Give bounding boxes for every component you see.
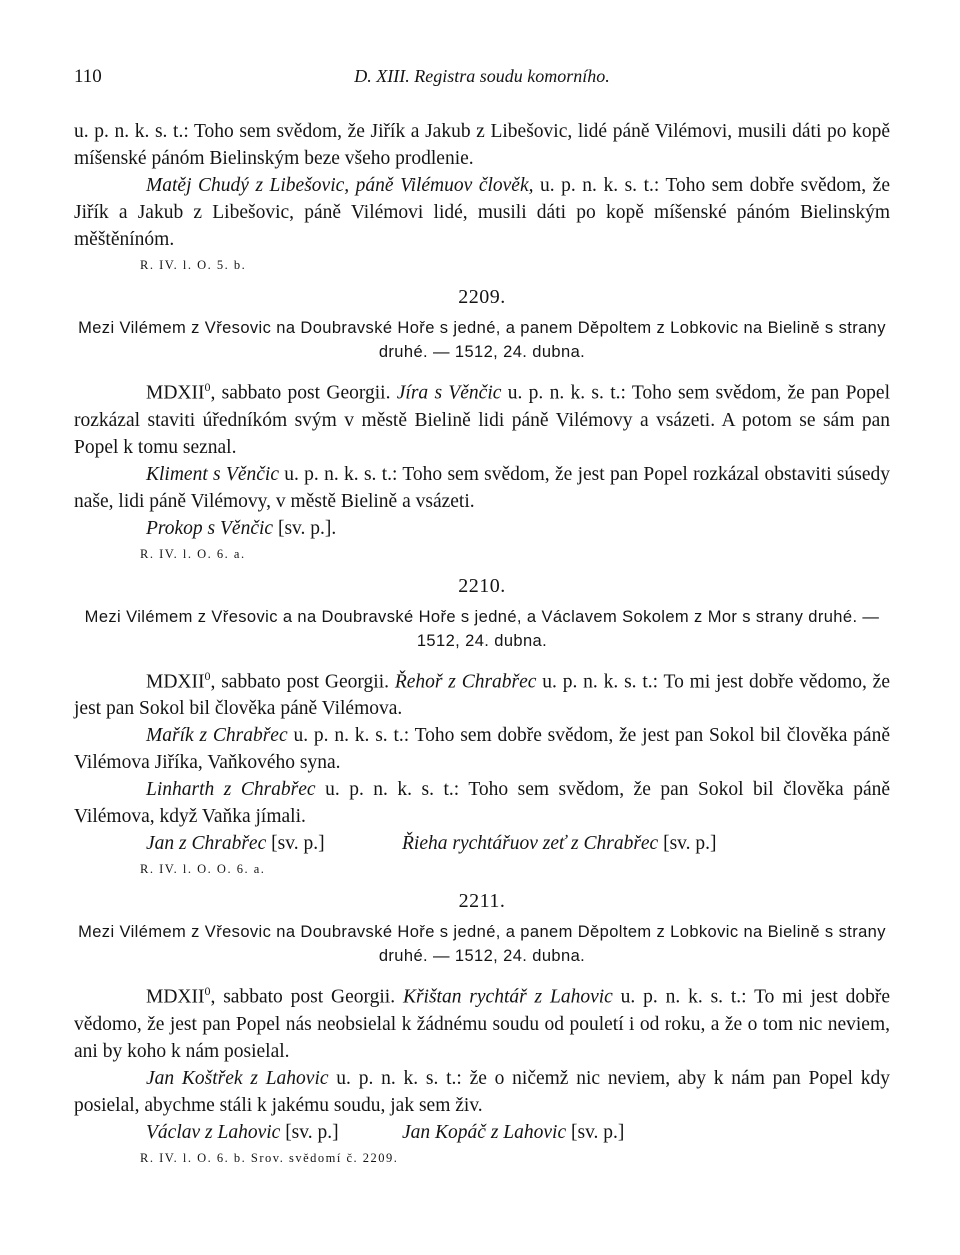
entry-regest: Mezi Vilémem z Vřesovic na Doubravské Hoře s jedné, a panem Děpoltem z Lobkovic na Bielině s strany druhé. — 1512, 24. dubna. bbox=[78, 923, 886, 965]
archive-reference: R. IV. l. O. 6. b. Srov. svědomí č. 2209. bbox=[140, 1150, 399, 1165]
archive-reference: R. IV. l. O. 5. b. bbox=[140, 258, 247, 272]
witness-text: [sv. p.] bbox=[658, 833, 717, 854]
testimony-text: u. p. n. k. s. t.: že o ničemž nic neviem, aby k nám pan Popel kdy posielal, abychme stáli k jakému soudu, jak sem živ. bbox=[74, 1067, 890, 1116]
date-text: MDXII bbox=[146, 382, 205, 404]
entry-number: 2211. bbox=[458, 890, 506, 912]
witness-b bbox=[402, 830, 717, 857]
witness-text: [sv. p.] bbox=[266, 833, 325, 854]
witness-text: [sv. p.] bbox=[280, 1121, 339, 1143]
testimony-text: u. p. n. k. s. t.: To mi jest dobře vědomo, že jest pan Sokol bil člověka páně Vilémova. bbox=[74, 671, 890, 719]
page-body bbox=[74, 118, 890, 1167]
testimony-text: u. p. n. k. s. t.: Toho sem dobře svědom, že Jiřík a Jakub z Libešovic, páně Vilémovi lidé, musili dáti po kopě míšenské pánóm Bielinským měštěnínóm. bbox=[74, 175, 890, 250]
witness-name: Prokop s Věnčic bbox=[146, 517, 274, 539]
testimony-paragraph bbox=[74, 172, 890, 253]
entry-regest: Mezi Vilémem z Vřesovic na Doubravské Hoře s jedné, a panem Děpoltem z Lobkovic na Bielině s strany druhé. — 1512, 24. dubna. bbox=[78, 319, 886, 361]
testimony-paragraph bbox=[74, 1065, 890, 1119]
testimony-text: u. p. n. k. s. t.: Toho sem dobře svědom, že jest pan Sokol bil člověka páně Vilémova Jiříka, Vaňkového syna. bbox=[74, 725, 890, 773]
witness-name: Jan Koštřek z Lahovic bbox=[146, 1067, 329, 1089]
date-suffix: , sabbato post Georgii. bbox=[210, 671, 395, 692]
testimony-paragraph bbox=[74, 663, 890, 723]
running-title: D. XIII. Registra soudu komorního. bbox=[354, 66, 610, 86]
witness-line bbox=[74, 1119, 890, 1146]
witness-a bbox=[146, 1119, 402, 1146]
witness-name: Jíra s Věnčic bbox=[396, 382, 502, 404]
date-text: MDXII bbox=[146, 986, 205, 1008]
testimony-text: u. p. n. k. s. t.: To mi jest dobře vědomo, že jest pan Popel nás neobsielal k žádnému soudu od pouletí i od roku, a že o tom nic neviem, ani by koho k nám posielal. bbox=[74, 986, 890, 1062]
testimony-paragraph bbox=[74, 978, 890, 1065]
testimony-text: [sv. p.]. bbox=[273, 517, 337, 539]
witness-name: Václav z Lahovic bbox=[146, 1121, 281, 1143]
testimony-paragraph bbox=[74, 776, 890, 830]
witness-a bbox=[146, 830, 402, 857]
superscript: 0 bbox=[204, 668, 211, 683]
superscript: 0 bbox=[204, 984, 211, 998]
entry-regest: Mezi Vilémem z Vřesovic a na Doubravské Hoře s jedné, a Václavem Sokolem z Mor s strany druhé. — 1512, 24. dubna. bbox=[84, 607, 880, 650]
page-header bbox=[74, 66, 890, 90]
testimony-paragraph bbox=[74, 461, 890, 515]
witness-name: Linharth z Chrabřec bbox=[146, 779, 316, 800]
archive-reference: R. IV. l. O. O. 6. a. bbox=[140, 862, 266, 876]
witness-name: Mařík z Chrabřec bbox=[146, 725, 288, 746]
testimony-paragraph bbox=[74, 722, 890, 776]
testimony-text: u. p. n. k. s. t.: Toho sem svědom, že pan Popel rozkázal staviti úředníkóm svým v městě Bielině lidi páně Vilémovy a vsázeti. A potom se sám pan Popel k tomu seznal. bbox=[74, 382, 890, 458]
witness-name: Jan Kopáč z Lahovic bbox=[402, 1121, 567, 1143]
testimony-text: u. p. n. k. s. t.: Toho sem svědom, že pan Sokol bil člověka páně Vilémova, když Vaňka jímali. bbox=[74, 779, 891, 827]
entry-number: 2210. bbox=[458, 574, 506, 597]
witness-name: Řieha rychtářuov zeť z Chrabřec bbox=[402, 833, 659, 854]
page-number: 110 bbox=[74, 66, 102, 87]
witness-name: Křištan rychtář z Lahovic bbox=[402, 986, 613, 1008]
testimony-paragraph bbox=[74, 374, 890, 461]
testimony-text: u. p. n. k. s. t.: Toho sem svědom, že jest pan Popel rozkázal obstaviti súsedy naše, lidi páně Vilémovy, v městě Bielině a vsázeti. bbox=[74, 463, 890, 512]
date-text: MDXII bbox=[146, 671, 205, 692]
witness-name: Matěj Chudý z Libešovic, páně Vilémuov člověk, bbox=[146, 175, 534, 196]
superscript: 0 bbox=[204, 380, 211, 394]
date-suffix: , sabbato post Georgii. bbox=[210, 986, 403, 1008]
testimony-paragraph bbox=[74, 515, 890, 542]
witness-name: Řehoř z Chrabřec bbox=[394, 671, 537, 692]
archive-reference: R. IV. l. O. 6. a. bbox=[140, 546, 246, 561]
witness-name: Kliment s Věnčic bbox=[146, 463, 279, 485]
witness-b bbox=[402, 1119, 624, 1146]
witness-name: Jan z Chrabřec bbox=[146, 833, 267, 854]
entry-number: 2209. bbox=[458, 286, 506, 308]
witness-line bbox=[74, 830, 890, 857]
witness-text: [sv. p.] bbox=[566, 1121, 625, 1143]
date-suffix: , sabbato post Georgii. bbox=[210, 382, 397, 404]
continuation-paragraph: u. p. n. k. s. t.: Toho sem svědom, že Jiřík a Jakub z Libešovic, lidé páně Vilémovi, musili dáti po kopě míšenské pánóm Bielinským beze všeho prodlenie. bbox=[74, 121, 890, 169]
